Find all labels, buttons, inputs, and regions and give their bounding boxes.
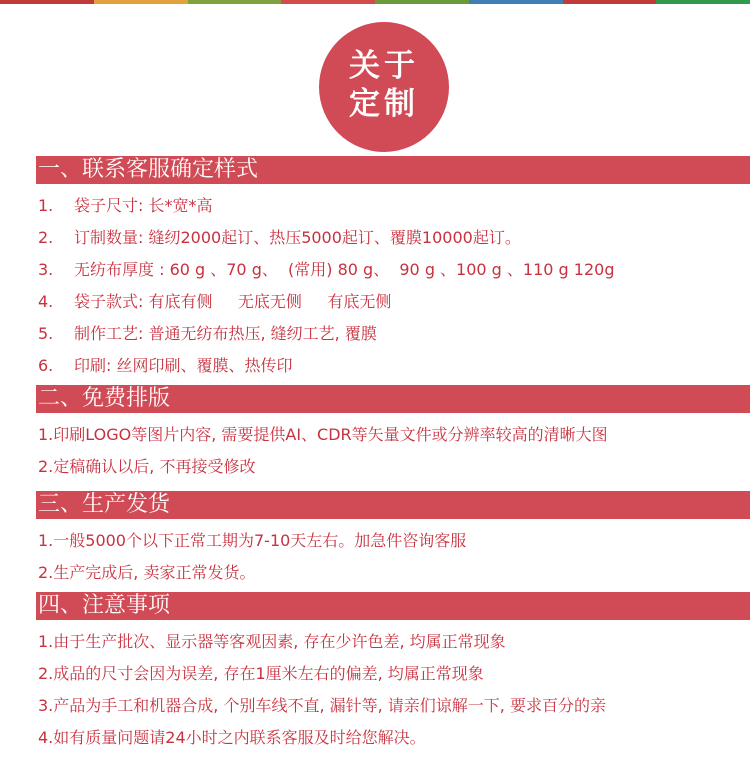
item-text: 印刷: 丝网印刷、覆膜、热传印: [74, 356, 293, 375]
strip-segment: [375, 0, 469, 4]
list-item: 2.成品的尺寸会因为误差, 存在1厘米左右的偏差, 均属正常现象: [38, 664, 484, 683]
badge-line-1: 关于: [349, 48, 419, 84]
item-number: 4.: [38, 292, 54, 311]
list-item: 1.由于生产批次、显示器等客观因素, 存在少许色差, 均属正常现象: [38, 632, 506, 651]
item-text: 制作工艺: 普通无纺布热压, 缝纫工艺, 覆膜: [74, 324, 377, 343]
item-text: 订制数量: 缝纫2000起订、热压5000起订、覆膜10000起订。: [74, 228, 521, 247]
list-item: [38, 324, 377, 344]
item-text: 袋子款式: 有底有侧 无底无侧 有底无侧: [74, 292, 392, 311]
strip-segment: [563, 0, 657, 4]
section-title-shipping: 三、生产发货: [36, 491, 750, 519]
item-number: 5.: [38, 324, 54, 343]
list-item: 2.生产完成后, 卖家正常发货。: [38, 563, 256, 582]
badge-line-2: 定制: [349, 86, 419, 122]
list-item: 1.一般5000个以下正常工期为7-10天左右。加急件咨询客服: [38, 531, 467, 550]
list-item: 4.如有质量问题请24小时之内联系客服及时给您解决。: [38, 728, 426, 747]
about-custom-badge: [319, 22, 449, 152]
list-item: 1.印刷LOGO等图片内容, 需要提供AI、CDR等矢量文件或分辨率较高的清晰大图: [38, 425, 608, 444]
strip-segment: [0, 0, 94, 4]
strip-segment: [188, 0, 282, 4]
strip-segment: [281, 0, 375, 4]
section-title-layout: 二、免费排版: [36, 385, 750, 413]
strip-segment: [469, 0, 563, 4]
item-number: 1.: [38, 196, 54, 215]
section-title-contact: 一、联系客服确定样式: [36, 156, 750, 184]
list-item: [38, 196, 212, 216]
item-number: 6.: [38, 356, 54, 375]
list-item: [38, 260, 615, 280]
list-item: [38, 228, 521, 248]
item-number: 2.: [38, 228, 54, 247]
list-item: 3.产品为手工和机器合成, 个别车线不直, 漏针等, 请亲们谅解一下, 要求百分的亲: [38, 696, 606, 715]
strip-segment: [94, 0, 188, 4]
list-item: 2.定稿确认以后, 不再接受修改: [38, 457, 256, 476]
strip-segment: [656, 0, 750, 4]
top-color-strip: [0, 0, 750, 4]
item-text: 无纺布厚度 : 60 g 、70 g、 (常用) 80 g、 90 g 、100 g 、110 g 120g: [74, 260, 615, 279]
list-item: [38, 356, 292, 376]
item-text: 袋子尺寸: 长*宽*高: [74, 196, 213, 215]
item-number: 3.: [38, 260, 54, 279]
list-item: [38, 292, 391, 312]
section-title-notes: 四、注意事项: [36, 592, 750, 620]
